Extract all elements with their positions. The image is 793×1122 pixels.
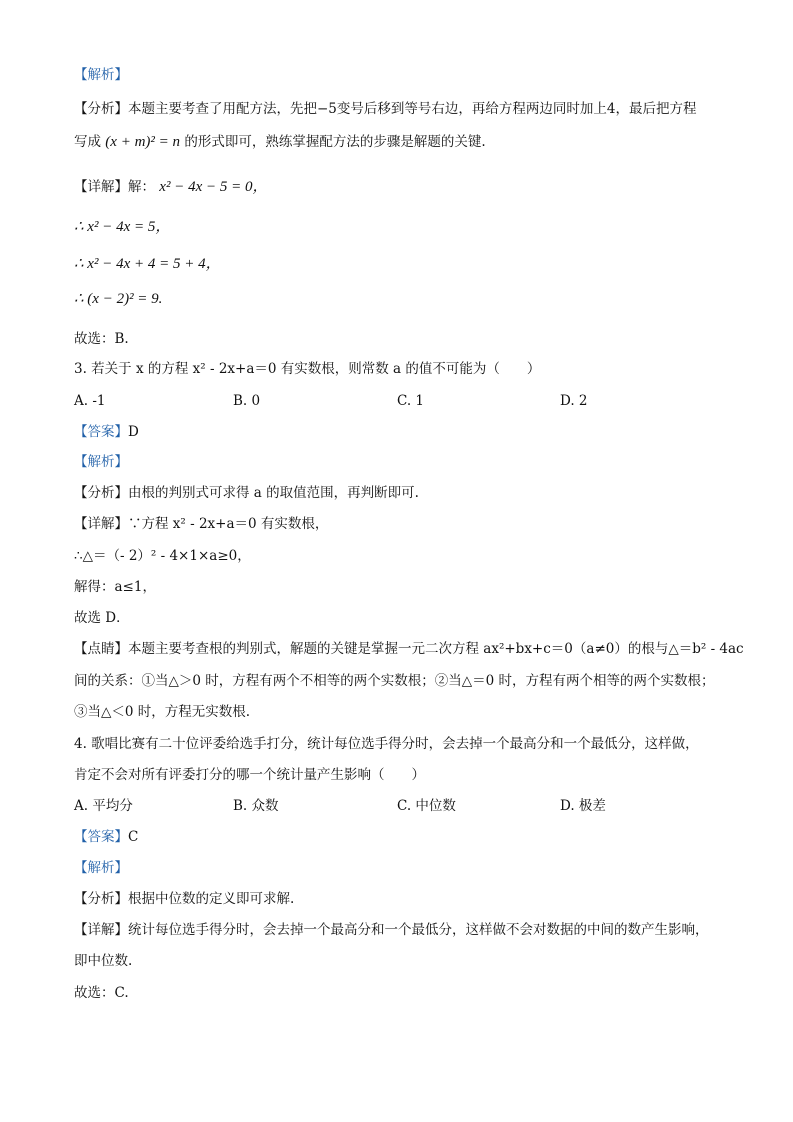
q3-jiexi-label — [74, 453, 128, 471]
xiangjie-tag: 【详解】 — [74, 922, 128, 938]
q4-answer-line — [74, 828, 138, 846]
analysis-line-1 — [74, 100, 697, 118]
jiexi-label — [74, 66, 128, 84]
q4-option-b: B. 众数 — [233, 798, 279, 814]
q3-step-1: ∴△＝（- 2）² - 4×1×a≥0， — [74, 548, 251, 564]
q4-detail-2: 即中位数. — [74, 953, 133, 969]
daan-tag: 【答案】 — [74, 424, 128, 440]
q3-answer-line — [74, 423, 139, 441]
vertex-form-formula: (x + m)² = n — [105, 134, 181, 150]
daan-tag: 【答案】 — [74, 829, 128, 845]
detail-line — [74, 178, 267, 196]
q3-analysis-text: 由根的判别式可求得 a 的取值范围，再判断即可. — [128, 485, 419, 501]
q3-option-b: B. 0 — [233, 393, 261, 409]
jiexi-tag: 【解析】 — [74, 67, 128, 83]
q4-analysis-text: 根据中位数的定义即可求解. — [128, 891, 295, 907]
equation-3: ∴ x² − 4x + 4 = 5 + 4， — [74, 256, 221, 272]
q4-stem-2: 肯定不会对所有评委打分的哪一个统计量产生影响（ ） — [74, 767, 425, 783]
q4-jiexi-label — [74, 859, 128, 877]
analysis-text-2-pre: 写成 — [74, 134, 101, 150]
q3-option-a: A. ‑1 — [74, 393, 106, 409]
fenxi-tag: 【分析】 — [74, 891, 128, 907]
fenxi-tag: 【分析】 — [74, 485, 128, 501]
q4-option-c: C. 中位数 — [397, 798, 456, 814]
q3-option-c: C. 1 — [397, 393, 425, 409]
analysis-text-2-post: 的形式即可，熟练掌握配方法的步骤是解题的关键. — [184, 134, 486, 150]
q3-dianjing-1 — [74, 640, 744, 658]
jiexi-tag: 【解析】 — [74, 454, 128, 470]
jiexi-tag: 【解析】 — [74, 860, 128, 876]
xiangjie-tag: 【详解】 — [74, 516, 128, 532]
analysis-line-2 — [74, 133, 486, 151]
q3-dianjing-text-1: 本题主要考查根的判别式，解题的关键是掌握一元二次方程 ax²+bx+c＝0（a≠0）的根与△＝b² - 4ac — [128, 641, 744, 657]
q3-dianjing-2: 间的关系：①当△＞0 时，方程有两个不相等的两个实数根；②当△＝0 时，方程有两个相等的两个实数根； — [74, 673, 715, 689]
equation-1: x² − 4x − 5 = 0， — [159, 179, 268, 195]
q3-answer: D — [128, 424, 139, 440]
q3-detail — [74, 515, 328, 533]
equation-2: ∴ x² − 4x = 5， — [74, 219, 171, 235]
q4-option-d: D. 极差 — [560, 798, 606, 814]
xiangjie-tag: 【详解】 — [74, 179, 128, 195]
q3-dianjing-3: ③当△＜0 时，方程无实数根. — [74, 704, 251, 720]
q4-detail-1 — [74, 921, 709, 939]
q3-detail-text: ∵方程 x² - 2x+a＝0 有实数根， — [128, 516, 329, 532]
fenxi-tag: 【分析】 — [74, 101, 128, 117]
q3-step-2: 解得：a≤1， — [74, 579, 156, 595]
answer-line: 故选：B. — [74, 331, 129, 347]
q4-analysis — [74, 890, 294, 908]
equation-4: ∴ (x − 2)² = 9. — [74, 291, 163, 307]
q4-answer: C — [128, 829, 139, 845]
q4-stem-1: 4. 歌唱比赛有二十位评委给选手打分，统计每位选手得分时，会去掉一个最高分和一个最低分，这样做， — [74, 736, 699, 752]
detail-prefix: 解： — [128, 179, 155, 195]
analysis-text-1: 本题主要考查了用配方法，先把−5变号后移到等号右边，再给方程两边同时加上4，最后把方程 — [128, 101, 697, 117]
q3-option-d: D. 2 — [560, 393, 588, 409]
q3-stem: 3. 若关于 x 的方程 x² - 2x+a＝0 有实数根，则常数 a 的值不可能为（ ） — [74, 361, 541, 377]
q3-analysis — [74, 484, 419, 502]
q4-answer-final: 故选：C. — [74, 985, 129, 1001]
q4-option-a: A. 平均分 — [74, 798, 133, 814]
q3-step-3: 故选 D． — [74, 610, 130, 626]
q4-detail-text-1: 统计每位选手得分时，会去掉一个最高分和一个最低分，这样做不会对数据的中间的数产生影响， — [128, 922, 709, 938]
dianjing-tag: 【点睛】 — [74, 641, 128, 657]
